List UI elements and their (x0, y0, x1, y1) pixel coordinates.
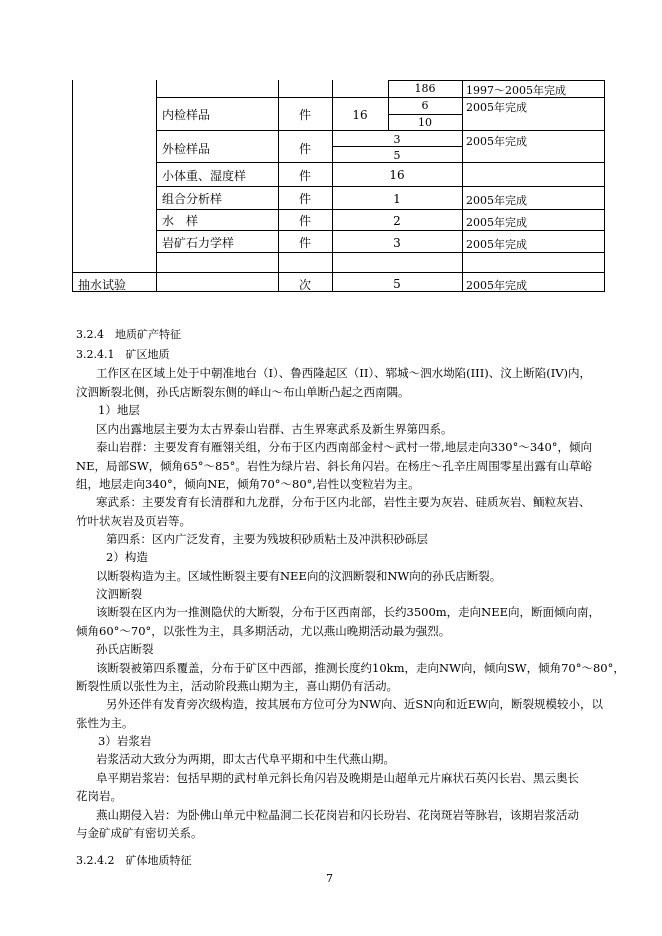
item-waijian: 外检样品 (162, 142, 211, 156)
paragraph: 倾角60°～70°，以张性为主，具多期活动，尤以燕山晚期活动最为强烈。 (76, 624, 451, 638)
count-16: 16 (352, 108, 368, 122)
note-4: 2005年完成 (466, 194, 527, 207)
paragraph: 以断裂构造为主。区域性断裂主要有NEE向的汶泗断裂和NW向的孙氏店断裂。 (96, 569, 502, 583)
table-grid (72, 80, 604, 292)
item-xiaotizhong: 小体重、湿度样 (162, 169, 247, 183)
paragraph: 断裂性质以张性为主，活动阶段燕山期为主，喜山期仍有活动。 (76, 679, 398, 693)
cell-note-0: 1997～2005年完成 (466, 84, 566, 97)
cat-choushui: 抽水试验 (78, 278, 127, 292)
paragraph: 竹叶状灰岩及页岩等。 (76, 514, 191, 528)
section-heading-324: 3.2.4 地质矿产特征 (76, 328, 181, 341)
count-3b: 3 (393, 236, 401, 250)
paragraph: 区内出露地层主要为太古界泰山岩群、古生界寒武系及新生界第四系。 (96, 422, 453, 436)
unit-4: 件 (298, 192, 311, 206)
count-2: 2 (393, 214, 401, 228)
page-number: 7 (326, 872, 333, 885)
paragraph: 与金矿成矿有密切关系。 (76, 826, 203, 840)
paragraph: 阜平期岩浆岩：包括早期的武村单元斜长角闪岩及晚期是山超单元片麻状石英闪长岩、黑云奥长 (96, 771, 579, 785)
cell-186: 186 (414, 82, 436, 95)
section-heading-3241: 3.2.4.1 矿区地质 (76, 348, 170, 361)
count-1: 1 (393, 192, 401, 206)
paragraph: 第四系：区内广泛发育，主要为残坡积砂质粘土及冲洪积砂砾层 (106, 532, 428, 546)
count-5a: 5 (393, 149, 401, 162)
unit-6: 件 (298, 236, 311, 250)
item-zuhe: 组合分析样 (162, 192, 223, 206)
paragraph: 组，地层走向340°，倾向NE，倾角70°～80°,岩性以变粒岩为主。 (76, 477, 420, 491)
paragraph: 汶泗断裂北侧，孙氏店断裂东侧的峄山～布山单断凸起之西南隅。 (76, 385, 410, 399)
paragraph: 岩浆活动大致分为两期，即太古代阜平期和中生代燕山期。 (96, 752, 395, 766)
unit-5: 件 (298, 214, 311, 228)
section-heading-3242: 3.2.4.2 矿体地质特征 (76, 854, 192, 867)
paragraph: 燕山期侵入岩：为卧佛山单元中粒晶洞二长花岗岩和闪长玢岩、花岗斑岩等脉岩，该期岩浆活动 (96, 808, 579, 822)
note-5: 2005年完成 (466, 216, 527, 229)
unit-1: 件 (298, 108, 311, 122)
paragraph: 花岗岩。 (76, 789, 122, 803)
subheading-magmatic: 3）岩浆岩 (98, 734, 152, 748)
paragraph: 工作区在区域上处于中朝准地台（I）、鲁西隆起区（II）、郓城～泗水坳陷(III)、汶上断陷(IV)内， (96, 366, 592, 380)
unit-3: 件 (298, 169, 311, 183)
unit-2: 件 (298, 142, 311, 156)
paragraph: 泰山岩群：主要发育有雁翎关组，分布于区内西南部金村～武村一带,地层走向330°～340°，倾向 (96, 440, 593, 454)
count-16b: 16 (389, 168, 405, 182)
paragraph: 该断裂被第四系覆盖，分布于矿区中西部，推测长度约10km，走向NW向，倾向SW，倾角70°～80°， (96, 661, 625, 675)
paragraph: 张性为主。 (76, 716, 134, 730)
paragraph: 该断裂在区内为一推测隐伏的大断裂，分布于区西南部，长约3500m，走向NEE向，断面倾向南， (96, 605, 601, 619)
unit-7: 次 (298, 278, 311, 292)
item-yankuang: 岩矿石力学样 (162, 236, 235, 250)
note-7: 2005年完成 (466, 279, 527, 292)
note-2: 2005年完成 (466, 135, 527, 148)
paragraph: 寒武系：主要发育有长清群和九龙群，分布于区内北部，岩性主要为灰岩、硅质灰岩、鲕粒灰岩、 (96, 495, 591, 509)
subheading-sunshidian: 孙氏店断裂 (96, 642, 154, 656)
subheading-strata: 1）地层 (98, 403, 140, 417)
paragraph: NE，局部SW，倾角65°～85°。岩性为绿片岩、斜长角闪岩。在杨庄～孔辛庄周围零星出露有山草峪 (76, 459, 592, 473)
subheading-structure: 2）构造 (106, 550, 148, 564)
note-1: 2005年完成 (466, 101, 527, 114)
paragraph: 另外还伴有发育旁次级构造，按其展布方位可分为NW向、近SN向和近EW向，断裂规模较小，以 (106, 697, 604, 711)
count-6: 6 (421, 99, 429, 112)
count-5b: 5 (393, 277, 401, 291)
count-10: 10 (418, 116, 432, 129)
item-neijian: 内检样品 (162, 108, 211, 122)
note-6: 2005年完成 (466, 238, 527, 251)
subheading-wensi: 汶泗断裂 (96, 587, 142, 601)
count-3a: 3 (393, 133, 401, 146)
item-shuiyang: 水 样 (162, 214, 199, 228)
